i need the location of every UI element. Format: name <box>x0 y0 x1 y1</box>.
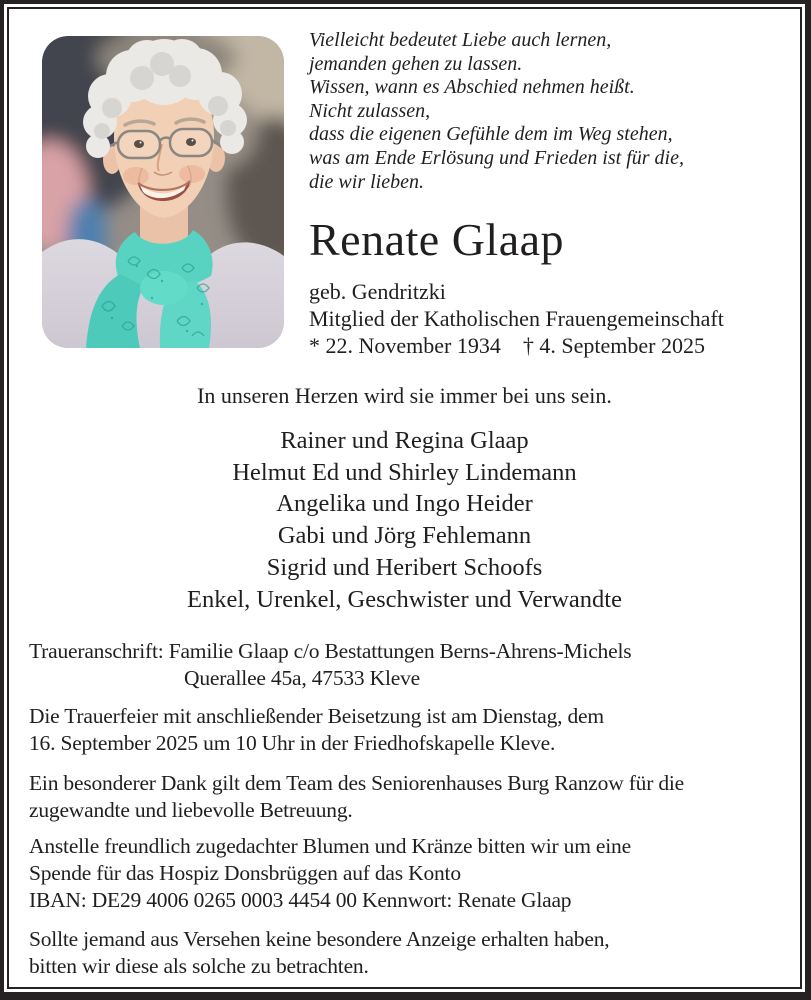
birth-date: * 22. November 1934 <box>309 333 501 358</box>
mourning-address-line: Traueranschrift: Familie Glaap c/o Bestattungen Berns-Ahrens-Michels <box>29 639 632 663</box>
membership-line: Mitglied der Katholischen Frauengemeinschaft <box>309 306 724 331</box>
funeral-info-line: 16. September 2025 um 10 Uhr in der Friedhofskapelle Kleve. <box>29 731 556 755</box>
poem-line: Vielleicht bedeutet Liebe auch lernen, <box>309 29 612 51</box>
closing-note-line: Sollte jemand aus Versehen keine besondere Anzeige erhalten haben, <box>29 927 610 951</box>
mourner: Rainer und Regina Glaap <box>280 427 529 454</box>
mourner: Angelika und Ingo Heider <box>276 490 533 518</box>
portrait-photo <box>42 36 284 348</box>
mourner: Sigrid und Heribert Schoofs <box>266 553 543 581</box>
mourner: Gabi und Jörg Fehlemann <box>277 522 532 550</box>
life-dates <box>309 332 724 359</box>
deceased-block <box>309 216 724 359</box>
poem-line: dass die eigenen Gefühle dem im Weg stehen, <box>309 123 673 146</box>
portrait-illustration <box>42 36 284 348</box>
poem-line: Wissen, wann es Abschied nehmen heißt. <box>309 76 635 99</box>
thanks-line: zugewandte und liebevolle Betreuung. <box>29 798 353 822</box>
closing-note-line: bitten wir diese als solche zu betrachten. <box>29 954 369 978</box>
poem-line: die wir lieben. <box>309 170 424 193</box>
birth-name: geb. Gendritzki <box>309 279 446 304</box>
mourning-address-line: Querallee 45a, 47533 Kleve <box>184 666 420 690</box>
thanks-line: Ein besonderer Dank gilt dem Team des Seniorenhauses Burg Ranzow für die <box>29 771 685 795</box>
donation-paragraph <box>29 833 631 914</box>
closing-note <box>29 926 609 980</box>
poem-line: was am Ende Erlösung und Frieden ist für die, <box>309 146 684 169</box>
thanks-paragraph <box>29 770 684 824</box>
poem-line: jemanden gehen zu lassen. <box>309 52 523 75</box>
obituary-frame <box>7 7 802 989</box>
poem-line: Nicht zulassen, <box>309 99 431 122</box>
death-date: † 4. September 2025 <box>522 333 705 358</box>
donation-iban-line: IBAN: DE29 4006 0265 0003 4454 00 Kennwort: Renate Glaap <box>29 888 572 912</box>
mourners-list <box>9 425 800 615</box>
mourner: Helmut Ed und Shirley Lindemann <box>232 458 577 486</box>
funeral-info-line: Die Trauerfeier mit anschließender Beisetzung ist am Dienstag, dem <box>29 704 604 728</box>
memorial-sentence: In unseren Herzen wird sie immer bei uns sein. <box>197 383 612 408</box>
funeral-info <box>29 703 604 757</box>
deceased-name: Renate Glaap <box>309 214 565 265</box>
donation-line: Anstelle freundlich zugedachter Blumen und Kränze bitten wir um eine <box>29 834 631 858</box>
poem <box>309 29 684 194</box>
mourner: Enkel, Urenkel, Geschwister und Verwandte <box>187 585 622 613</box>
donation-line: Spende für das Hospiz Donsbrüggen auf das Konto <box>29 861 461 885</box>
mourning-address <box>29 638 631 692</box>
